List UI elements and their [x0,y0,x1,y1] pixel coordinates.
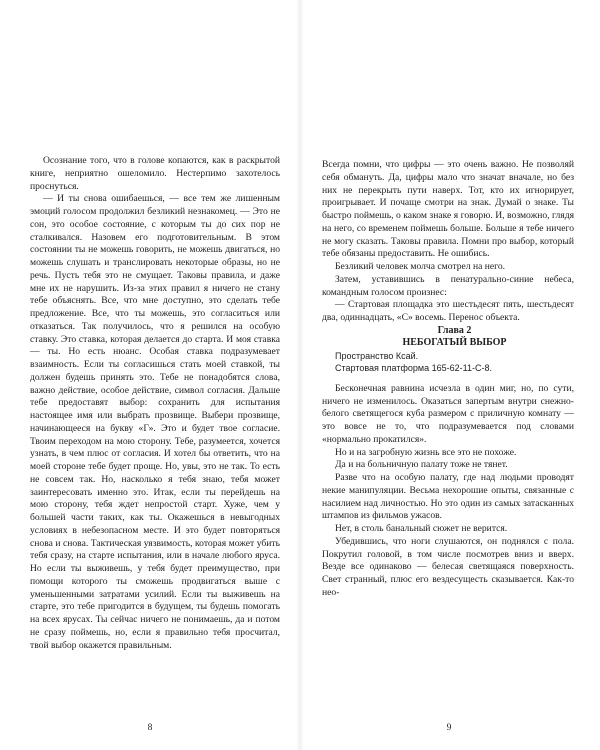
location-line: Пространство Ксай. [335,350,419,361]
paragraph: Всегда помни, что цифры — это очень важно. Не позволяй себя обмануть. Да, цифры мало что значат вначале, но без них не перекрыть пути наверх. Тот, кто их игнорирует, проигрывает. И почаще смотри на знак. Думай о знаке. Ты быстро поймешь, о каком знаке я говорю. И, возможно, глядя на него, со временем поймешь больше. Больше я тебе ничего не могу сказать. Таковы правила. Помни про выбор, который тебе обязаны предоставить. Не ошибись. [322,159,574,260]
location-line: Стартовая платформа 165-62-11-С-8. [335,363,492,374]
paragraph: — Стартовая площадка это шестьдесят пять, шестьдесят два, одиннадцать, «С» восемь. Перенос объекта. [322,299,574,323]
paragraph: — И ты снова ошибаешься, — все тем же лишенным эмоций голосом продолжил безликий незнакомец. — Это не сон, это особое состояние, с которым ты до сих пор не сталкивался. Назовем его подготовительным. В этом состоянии ты не можешь говорить, не можешь двигаться, но можешь слушать и транслировать некоторые образы, но не речь. Пусть тебя это не смущает. Таковы правила, и даже мне их не нарушить. Из-за этих правил я ничего не стану тебе объяснять. Все, что мне доступно, это сделать тебе предложение. Все, что ты можешь, это согласиться или отказаться. Так получилось, что я решился на особую ставку. Это ставка, которая делается до старта. И моя ставка — ты. Но есть нюанс. Особая ставка подразумевает взаимность. Если ты согласишься стать моей ставкой, ты должен будешь принять это. Тебе не понадобятся слова, важно действие, особое действие, символ согласия. Дальше тебе предоставят выбор: сохранить для испытания настоящее имя или выбрать прозвище. Выбери прозвище, начинающееся на букву «Г». Это и будет твое согласие. Твоим переходом на мою сторону. Тебе, разумеется, хочется узнать, в чем плюс от согласия. И хотел бы ответить, что на моей стороне тебе будет проще. Но, увы, это не так. То есть не совсем так. Но, насколько я тебя знаю, тебя может заинтересовать именно это. Итак, если ты перейдешь на мою сторону, тебя ждет непростой старт. Хуже, чем у большей части таких, как ты. Окажешься в невыгодных условиях в небезопасном месте. И это будет повторяться снова и снова. Тактическая уязвимость, которая может убить тебя сразу, на старте испытания, или в начале любого яруса. Но если ты выживешь, у тебя будет преимущество, при помощи которого ты сможешь продвигаться выше с уменьшенными затратами усилий. Если ты выживешь на старте, это тебе пригодится в будущем, ты будешь помогать на всех ярусах. Ты сейчас ничего не понимаешь, да и потом не сразу поймешь, но, если я правильно тебя просчитал, твой выбор окажется правильным. [30,193,280,651]
paragraph: Осознание того, что в голове копаются, как в раскрытой книге, неприятно ошеломило. Нестерпимо захотелось проснуться. [30,155,280,192]
paragraph: Да и на больничную палату тоже не тянет. [335,459,508,471]
paragraph: Убедившись, что ноги слушаются, он поднялся с пола. Покрутил головой, в том числе посмотрев вниз и вверх. Везде все одинаково — белесая светящаяся поверхность. Свет странный, плюс его вездесущесть сказывается. Как-то нео- [322,535,574,598]
page-number-left: 8 [147,723,153,733]
right-page [300,0,600,750]
paragraph: Нет, в столь банальный сюжет не верится. [335,523,508,534]
chapter-number: Глава 2 [437,324,472,336]
right-page-text [322,159,574,600]
paragraph: Затем, уставившись в пенатурально-синие небеса, командным голосом произнес: [322,273,574,298]
page-number-right: 9 [446,723,452,733]
location-block [322,350,574,375]
paragraph: Безликий человек молча смотрел на него. [335,261,506,272]
chapter-title: НЕБОГАТЫЙ ВЫБОР [402,337,507,349]
paragraph: Но и на загробную жизнь все это не похоже. [335,446,517,458]
left-page-text [30,155,280,652]
paragraph: Разве что на особую палату, где над людьми проводят некие манипуляции. Весьма нехорошие опыты, связанные с насилием над личностью. Но это один из самых затасканных штампов из фильмов ужасов. [322,472,574,522]
paragraph: Бесконечная равнина исчезла в один миг, но, по сути, ничего не изменилось. Оказаться запертым внутри снежно-белого светящегося куба размером с приличную комнату — это вовсе не то, что подразумевается под словами «нормально прокатился». [322,382,574,445]
